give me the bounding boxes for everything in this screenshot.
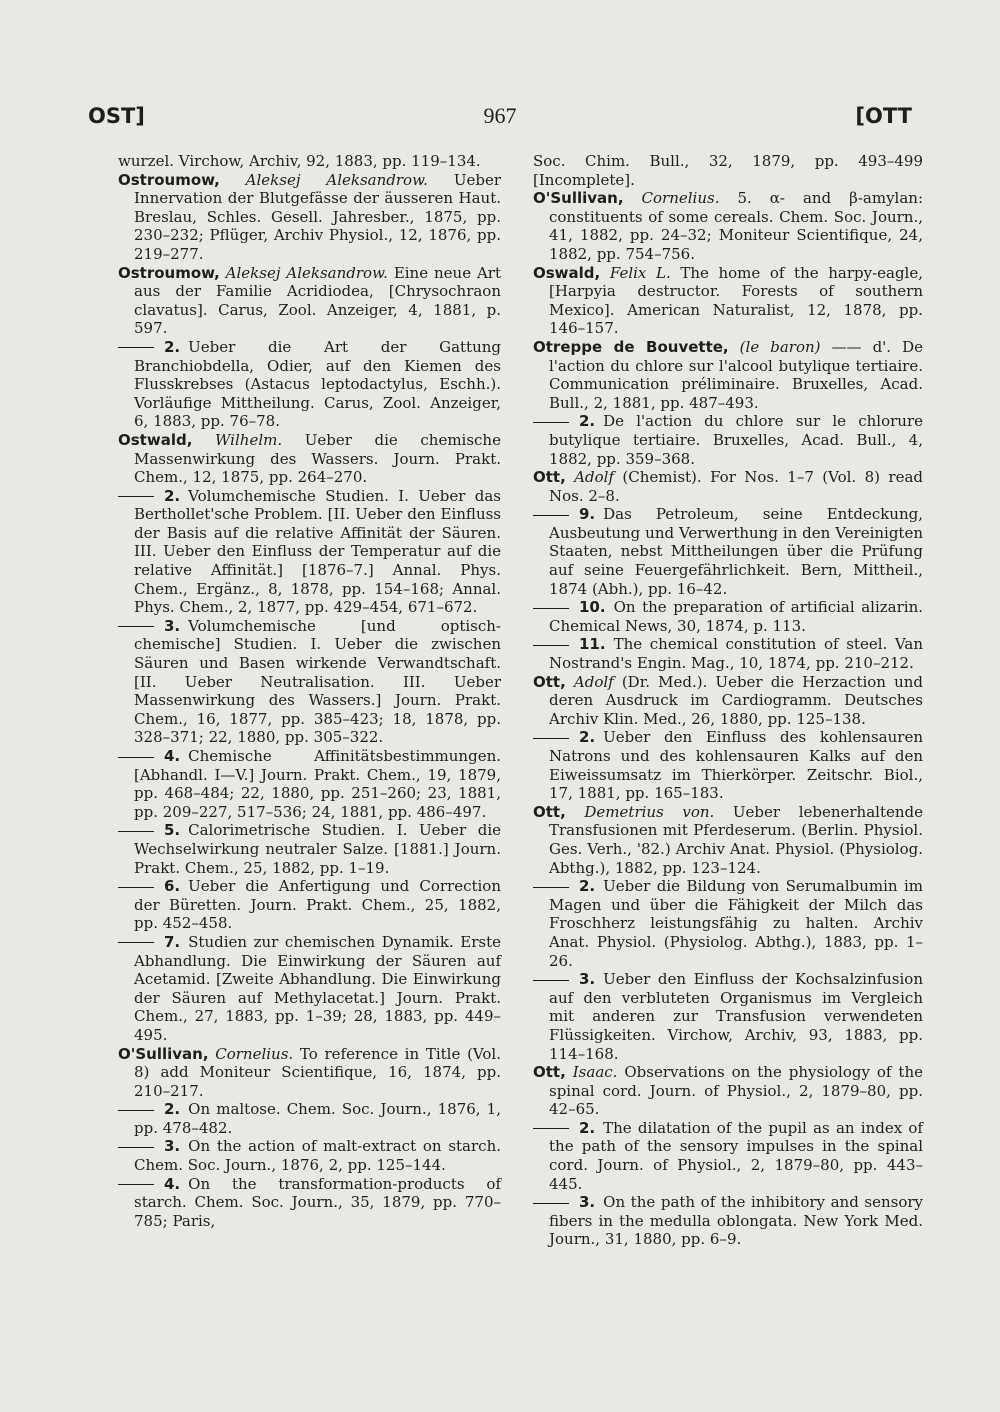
bibliography-entry (533, 264, 923, 338)
entry-text: On the preparation of artificial alizarin. Chemical News, 30, 1874, p. 113. (549, 598, 923, 635)
entry-number: 9. (579, 505, 596, 524)
entry-number: 3. (164, 1137, 181, 1156)
bibliography-entry (118, 747, 501, 821)
entry-number: 6. (164, 877, 181, 896)
entry-text: Das Petroleum, seine Entdeckung, Ausbeutung und Verwerthung in den Vereinigten Staaten, nebst Mittheilungen über die Prüfung auf seine Feuergefährlichkeit. Bern, Mittheil., 1874 (Abh.), pp. 16–42. (549, 505, 923, 598)
entry-text: The chemical constitution of steel. Van Nostrand's Engin. Mag., 10, 1874, pp. 210–212. (549, 635, 923, 673)
entry-text: De l'action du chlore sur le chlorure butylique tertiaire. Bruxelles, Acad. Bull., 4, 1882, pp. 359–368. (549, 412, 923, 468)
bibliography-entry (533, 189, 923, 263)
entry-text: Eine neue Art aus der Familie Acridiodea, [Chrysochraon clavatus]. Carus, Zool. Anzeiger, 4, 1881, p. 597. (134, 263, 501, 338)
author-name: Ott, (533, 672, 566, 691)
entry-number: 4. (164, 1174, 181, 1193)
entry-number: 3. (579, 1193, 596, 1212)
author-given-name: Felix L. (609, 263, 671, 282)
author-given-name: (le baron) (739, 337, 821, 356)
bibliography-entry (533, 803, 923, 877)
entry-text: Ueber den Einfluss des kohlensauren Natrons und des kohlensauren Kalks auf den Eiweissumsatz im Thierkörper. Zeitschr. Biol., 17, 1881, pp. 165–183. (549, 728, 923, 803)
author-name: Ott, (533, 802, 566, 821)
author-given-name: Cornelius. (641, 189, 720, 208)
author-name: Ott, (533, 1063, 566, 1082)
entry-text: Ueber den Einfluss der Kochsalzinfusion auf den verbluteten Organismus im Vergleich mit anderen zur Transfusion verwendeten Flüssigkeiten. Virchow, Archiv, 93, 1883, pp. 114–168. (549, 970, 923, 1063)
bibliography-entry (533, 1193, 923, 1249)
entry-text: On the path of the inhibitory and sensory fibers in the medulla oblongata. New York Med. Journ., 31, 1880, pp. 6–9. (549, 1193, 923, 1249)
ditto-dash (118, 347, 154, 348)
entry-number: 2. (579, 412, 596, 431)
entry-number: 11. (579, 635, 606, 654)
author-name: Ostwald, (118, 430, 193, 449)
bibliography-entry (533, 152, 923, 189)
ditto-dash (118, 1147, 154, 1148)
bibliography-entry (533, 412, 923, 468)
author-name: Ott, (533, 468, 566, 487)
bibliography-entry (533, 598, 923, 635)
bibliography-entry (118, 152, 501, 171)
author-given-name: Wilhelm. (215, 430, 283, 449)
entry-text: Ueber die Anfertigung und Correction der Büretten. Journ. Prakt. Chem., 25, 1882, pp. 452–458. (134, 877, 501, 933)
ditto-dash (118, 1184, 154, 1185)
entry-text: Ueber die Bildung von Serumalbumin im Magen und über die Fähigkeit der Milch das Froschherz leistungsfähig zu halten. Archiv Anat. Physiol. (Physiolog. Abthg.), 1883, pp. 1–26. (549, 877, 923, 970)
entry-text: (Dr. Med.). Ueber die Herzaction und deren Ausdruck im Cardiogramm. Deutsches Archiv Klin. Med., 26, 1880, pp. 125–138. (549, 672, 923, 728)
bibliography-entry (118, 338, 501, 431)
entry-text: —— d'. De l'action du chlore sur l'alcool butylique tertiaire. Communication préliminaire. Bruxelles, Acad. Bull., 2, 1881, pp. 487–493. (549, 337, 924, 412)
entry-text: The home of the harpy-eagle, [Harpyia destructor. Forests of southern Mexico]. American Naturalist, 12, 1878, pp. 146–157. (549, 263, 923, 338)
bibliography-entry (118, 431, 501, 487)
bibliography-entry (533, 635, 923, 672)
ditto-dash (533, 422, 569, 423)
ditto-dash (118, 942, 154, 943)
ditto-dash (533, 645, 569, 646)
author-name: Otreppe de Bouvette, (533, 337, 729, 356)
entry-text: Volumchemische [und optisch-chemische] Studien. I. Ueber die zwischen Säuren und Basen wirkende Verwandtschaft. [II. Ueber Neutralisation. III. Ueber Massenwirkung des Wassers.] Journ. Prakt. Chem., 16, 1877, pp. 385–423; 18, 1878, pp. 328–371; 22, 1880, pp. 305–322. (134, 616, 501, 747)
running-head-left: OST] (88, 104, 145, 128)
author-given-name: Adolf (573, 672, 614, 691)
ditto-dash (533, 515, 569, 516)
author-name: Oswald, (533, 263, 601, 282)
entry-number: 2. (164, 337, 181, 356)
bibliography-entry (533, 1119, 923, 1193)
author-given-name: Aleksej Aleksandrow. (225, 263, 388, 282)
bibliography-entry (118, 1137, 501, 1174)
entry-text: Ueber die Art der Gattung Branchiobdella, Odier, auf den Kiemen des Flusskrebses (Astacus leptodactylus, Eschh.). Vorläufige Mittheilung. Carus, Zool. Anzeiger, 6, 1883, pp. 76–78. (134, 337, 501, 431)
entry-text: Ueber lebenerhaltende Transfusionen mit Pferdeserum. (Berlin. Physiol. Ges. Verh., '82.) Archiv Anat. Physiol. (Physiolog. Abthg.), 1882, pp. 123–124. (549, 802, 923, 877)
author-given-name: Demetrius von. (584, 802, 715, 821)
entry-text: Ueber die chemische Massenwirkung des Wassers. Journ. Prakt. Chem., 12, 1875, pp. 264–270. (134, 430, 501, 487)
entry-number: 4. (164, 747, 181, 765)
right-column (533, 152, 923, 1249)
ditto-dash (118, 757, 154, 758)
author-name: O'Sullivan, (533, 189, 624, 208)
entry-text: Studien zur chemischen Dynamik. Erste Abhandlung. Die Einwirkung der Säuren auf Acetamid. [Zweite Abhandlung. Die Einwirkung der Säuren auf Methylacetat.] Journ. Prakt. Chem., 27, 1883, pp. 1–39; 28, 1883, pp. 449–495. (134, 932, 501, 1044)
bibliography-entry (118, 264, 501, 338)
bibliography-entry (118, 171, 501, 264)
entry-number: 7. (164, 932, 181, 951)
bibliography-entry (533, 970, 923, 1063)
bibliography-entry (533, 338, 923, 412)
entry-text: Ueber Innervation der Blutgefässe der äusseren Haut. Breslau, Schles. Gesell. Jahresber., 1875, pp. 230–232; Pflüger, Archiv Physiol., 12, 1876, pp. 219–277. (134, 170, 501, 263)
bibliography-entry (533, 1063, 923, 1119)
ditto-dash (118, 496, 154, 497)
bibliography-entry (118, 1175, 501, 1231)
ditto-dash (118, 1110, 154, 1111)
author-given-name: Isaac. (572, 1063, 618, 1082)
ditto-dash (533, 608, 569, 609)
bibliography-entry (533, 877, 923, 970)
entry-text: 5. α- and β-amylan: constituents of some cereals. Chem. Soc. Journ., 41, 1882, pp. 24–32; Moniteur Scientifique, 24, 1882, pp. 754–756. (549, 189, 923, 263)
bibliography-entry (533, 673, 923, 729)
bibliography-entry (533, 728, 923, 802)
entry-number: 2. (579, 877, 596, 896)
bibliography-entry (533, 505, 923, 598)
ditto-dash (533, 1128, 569, 1129)
author-given-name: Adolf (574, 468, 615, 487)
entry-text: Soc. Chim. Bull., 32, 1879, pp. 493–499 [Incomplete]. (533, 152, 923, 189)
entry-number: 2. (579, 1118, 596, 1137)
entry-text: On the action of malt-extract on starch. Chem. Soc. Journ., 1876, 2, pp. 125–144. (134, 1137, 501, 1175)
ditto-dash (118, 887, 154, 888)
bibliography-entry (118, 1100, 501, 1137)
bibliography-entry (118, 617, 501, 747)
entry-text: Volumchemische Studien. I. Ueber das Berthollet'sche Problem. [II. Ueber den Einfluss der Basis auf die relative Affinität der Säuren. III. Ueber den Einfluss der Temperatur auf die relative Affinität.] [1876–7.] Annal. Phys. Chem., Ergänz., 8, 1878, pp. 154–168; Annal. Phys. Chem., 2, 1877, pp. 429–454, 671–672. (134, 486, 501, 617)
entry-number: 2. (164, 1100, 181, 1119)
bibliography-entry (118, 487, 501, 617)
author-name: Ostroumow, (118, 263, 220, 282)
entry-text: (Chemist). For Nos. 1–7 (Vol. 8) read Nos. 2–8. (549, 468, 923, 505)
page-number: 967 (483, 103, 517, 128)
author-given-name: Cornelius. (215, 1044, 294, 1063)
bibliography-entry (118, 1045, 501, 1101)
entry-number: 2. (579, 728, 596, 747)
ditto-dash (533, 887, 569, 888)
bibliography-entry (118, 933, 501, 1045)
ditto-dash (118, 831, 154, 832)
entry-text: Observations on the physiology of the spinal cord. Journ. of Physiol., 2, 1879–80, pp. 42–65. (549, 1063, 923, 1119)
bibliography-entry (118, 821, 501, 877)
entry-text: The dilatation of the pupil as an index of the path of the sensory impulses in the spinal cord. Journ. of Physiol., 2, 1879–80, pp. 443–445. (549, 1118, 923, 1193)
entry-text: To reference in Title (Vol. 8) add Moniteur Scientifique, 16, 1874, pp. 210–217. (134, 1044, 501, 1100)
entry-text: Chemische Affinitätsbestimmungen. [Abhandl. I—V.] Journ. Prakt. Chem., 19, 1879, pp. 468–484; 22, 1880, pp. 251–260; 23, 1881, pp. 209–227, 517–536; 24, 1881, pp. 486–497. (134, 747, 501, 821)
bibliography-entry (118, 877, 501, 933)
ditto-dash (118, 626, 154, 627)
running-head-right: [OTT (855, 104, 912, 128)
author-given-name: Aleksej Aleksandrow. (245, 170, 428, 189)
entry-number: 3. (579, 970, 596, 989)
ditto-dash (533, 1203, 569, 1204)
entry-number: 10. (579, 598, 606, 617)
entry-text: wurzel. Virchow, Archiv, 92, 1883, pp. 119–134. (118, 152, 481, 170)
entry-number: 3. (164, 616, 181, 635)
author-name: Ostroumow, (118, 170, 220, 189)
entry-text: On maltose. Chem. Soc. Journ., 1876, 1, pp. 478–482. (134, 1100, 501, 1137)
author-name: O'Sullivan, (118, 1044, 209, 1063)
ditto-dash (533, 980, 569, 981)
entry-number: 2. (164, 486, 181, 505)
ditto-dash (533, 738, 569, 739)
left-column (118, 152, 501, 1230)
entry-text: On the transformation-products of starch. Chem. Soc. Journ., 35, 1879, pp. 770–785; Paris, (134, 1174, 501, 1230)
entry-text: Calorimetrische Studien. I. Ueber die Wechselwirkung neutraler Salze. [1881.] Journ. Prakt. Chem., 25, 1882, pp. 1–19. (134, 821, 501, 877)
bibliography-entry (533, 468, 923, 505)
entry-number: 5. (164, 821, 181, 840)
